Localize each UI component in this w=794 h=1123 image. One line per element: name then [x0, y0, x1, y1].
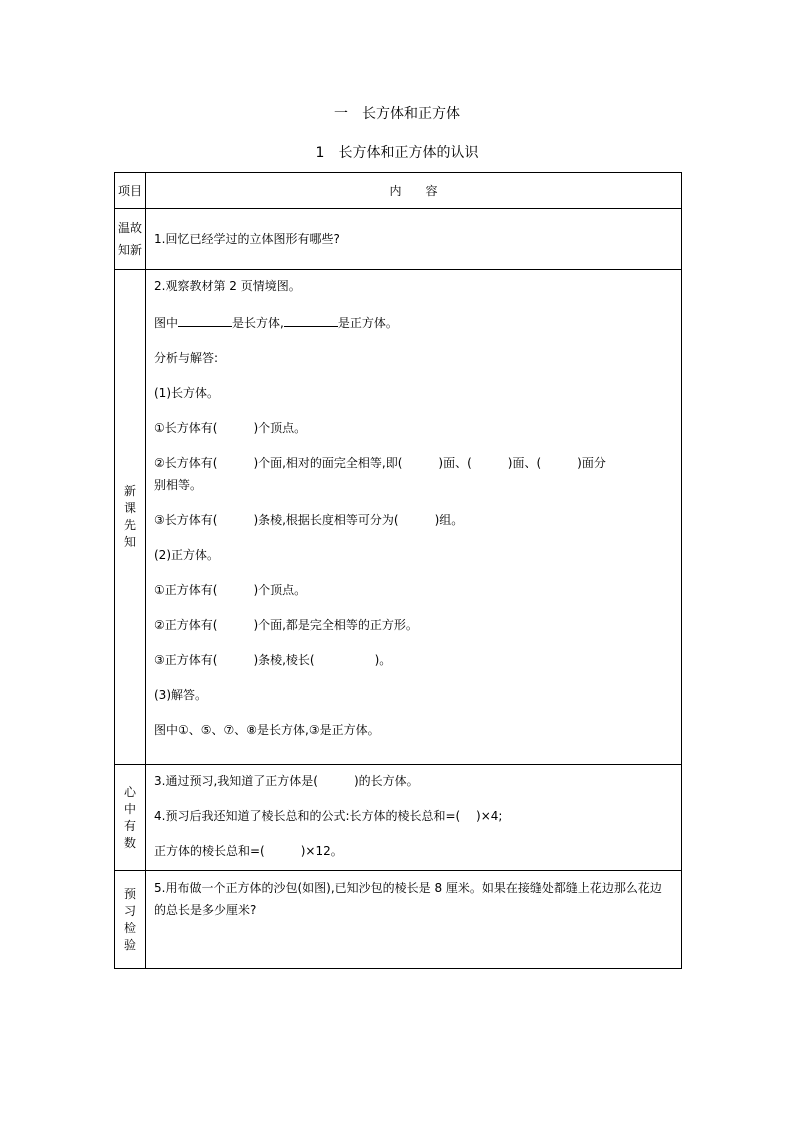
question-4-continued: 正方体的棱长总和=( )×12。 [154, 844, 343, 858]
answer-heading: (3)解答。 [154, 688, 207, 702]
preview-check-content-cell [146, 871, 682, 969]
table-row-preview-check [115, 871, 682, 969]
reflection-content-cell [146, 765, 682, 871]
fill-mid: 是长方体, [232, 316, 284, 330]
new-lesson-label-char: 新 [123, 484, 136, 498]
cuboid-heading: (1)长方体。 [154, 386, 219, 400]
lesson-table [114, 172, 682, 969]
header-content-cell: 内 容 [146, 173, 682, 209]
new-lesson-label-char: 课 [123, 501, 136, 515]
review-label-cell [115, 209, 146, 270]
reflection-label-char: 有 [123, 818, 136, 833]
question-4: 4.预习后我还知道了棱长总和的公式:长方体的棱长总和=( )×4; [154, 809, 503, 823]
reflection-label-char: 中 [123, 801, 136, 816]
cuboid-faces-line-1: ②长方体有( )个面,相对的面完全相等,即( )面、( )面、( )面分 [154, 456, 606, 470]
preview-check-label-char: 预 [123, 886, 136, 901]
question-3: 3.通过预习,我知道了正方体是( )的长方体。 [154, 774, 419, 788]
answer-blank[interactable] [284, 312, 338, 327]
question-2: 2.观察教材第 2 页情境图。 [154, 279, 301, 293]
review-label-line-1: 温故 [117, 221, 142, 235]
new-lesson-label-char: 先 [123, 518, 136, 532]
table-row-reflection [115, 765, 682, 871]
preview-check-label-cell [115, 871, 146, 969]
answer-line: 图中①、⑤、⑦、⑧是长方体,③是正方体。 [154, 723, 380, 737]
reflection-label-char: 数 [123, 835, 136, 850]
cube-edges: ③正方体有( )条棱,棱长( )。 [154, 653, 392, 667]
unit-title: 一 长方体和正方体 [334, 106, 460, 122]
reflection-label-cell [115, 765, 146, 871]
cube-vertices: ①正方体有( )个顶点。 [154, 583, 307, 597]
new-lesson-content-cell [146, 270, 682, 765]
preview-check-label-char: 检 [123, 920, 136, 935]
review-content-cell [146, 209, 682, 270]
new-lesson-label-char: 知 [123, 535, 136, 549]
cube-heading: (2)正方体。 [154, 548, 219, 562]
analysis-heading: 分析与解答: [154, 351, 219, 365]
lesson-title: 1 长方体和正方体的认识 [315, 145, 479, 161]
question-1: 1.回忆已经学过的立体图形有哪些? [154, 232, 340, 246]
preview-check-label-char: 验 [123, 937, 136, 952]
reflection-label-char: 心 [123, 784, 136, 799]
cube-faces: ②正方体有( )个面,都是完全相等的正方形。 [154, 618, 418, 632]
cuboid-vertices: ①长方体有( )个顶点。 [154, 421, 307, 435]
fill-end: 是正方体。 [337, 316, 398, 330]
fill-in-line [154, 312, 673, 333]
header-label-cell: 项目 [115, 173, 146, 209]
table-header-row [115, 173, 682, 209]
new-lesson-label-cell [115, 270, 146, 765]
table-row-review [115, 209, 682, 270]
cuboid-faces-line-2: 别相等。 [154, 478, 203, 492]
review-label-line-2: 知新 [117, 243, 142, 257]
answer-blank[interactable] [178, 312, 232, 327]
table-row-new-lesson [115, 270, 682, 765]
cuboid-edges: ③长方体有( )条棱,根据长度相等可分为( )组。 [154, 513, 464, 527]
fill-prefix: 图中 [154, 316, 179, 330]
question-5: 5.用布做一个正方体的沙包(如图),已知沙包的棱长是 8 厘米。如果在接缝处都缝上花边那么花边的总长是多少厘米? [154, 881, 662, 917]
preview-check-label-char: 习 [123, 903, 136, 918]
